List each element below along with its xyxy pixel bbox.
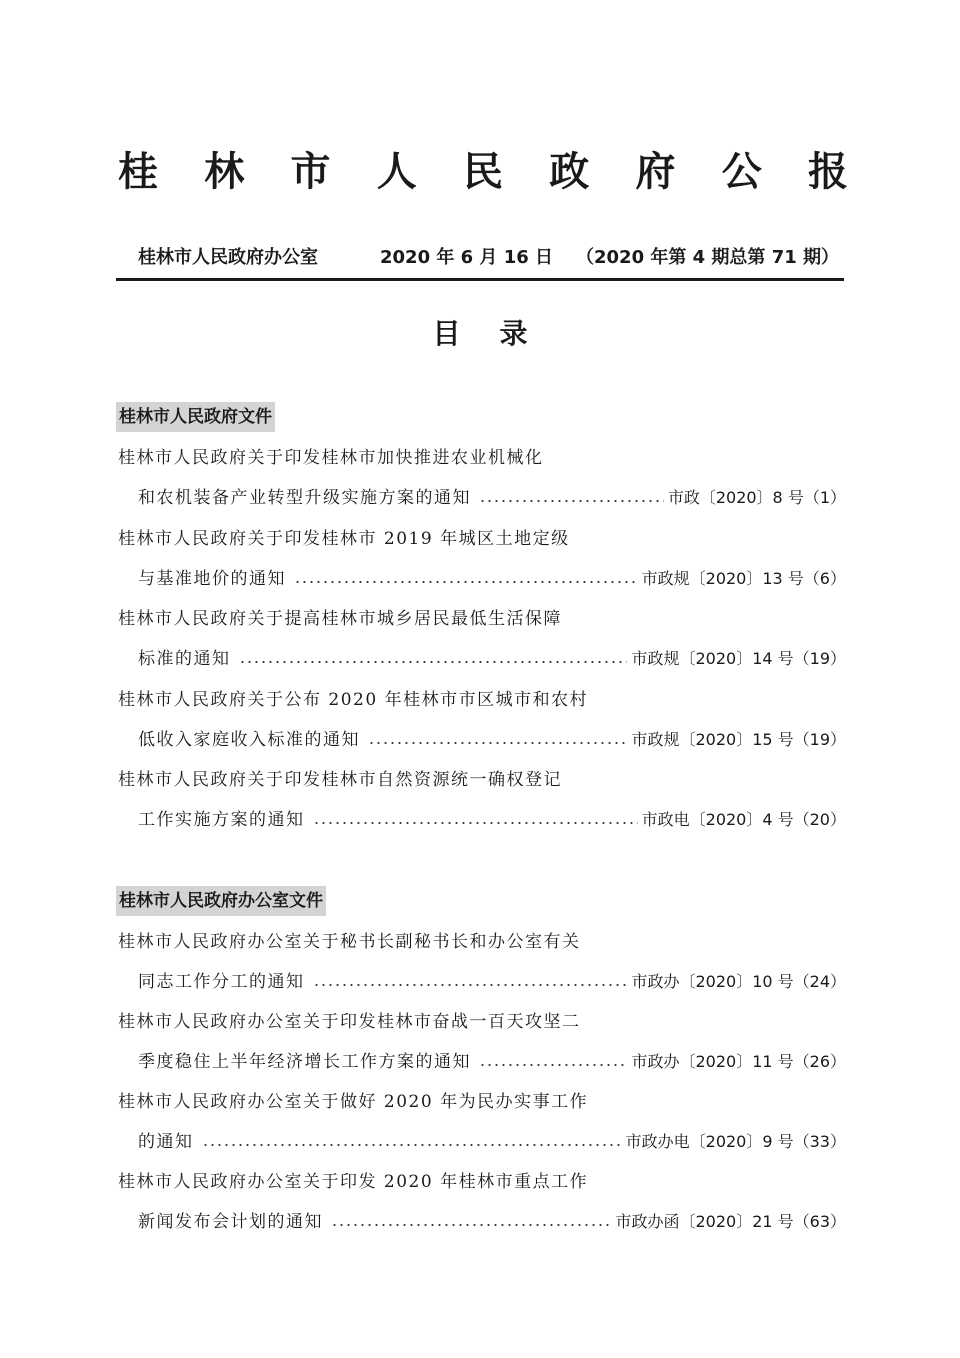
toc-entry-title-cont: 标准的通知	[138, 649, 231, 669]
toc-entry[interactable]	[138, 967, 846, 997]
toc-entry-title-cont: 工作实施方案的通知	[138, 810, 305, 830]
toc-entry-title[interactable]: 桂林市人民政府关于印发桂林市自然资源统一确权登记	[118, 770, 562, 790]
title-char: 府	[635, 148, 676, 195]
doc-reference: 市政〔2020〕8 号（1）	[667, 488, 846, 507]
toc-entry-title[interactable]: 桂林市人民政府关于印发桂林市 2019 年城区土地定级	[118, 529, 570, 549]
toc-entry-title-cont: 同志工作分工的通知	[138, 972, 305, 992]
leader-dots	[479, 500, 664, 502]
title-char: 公	[721, 148, 762, 195]
toc-entry-title-cont: 的通知	[138, 1132, 194, 1152]
doc-reference: 市政规〔2020〕14 号（19）	[631, 649, 846, 668]
toc-entry-title[interactable]: 桂林市人民政府关于印发桂林市加快推进农业机械化	[118, 448, 544, 468]
title-char: 民	[463, 148, 503, 195]
leader-dots	[368, 742, 627, 744]
toc-entry-title-cont: 新闻发布会计划的通知	[138, 1212, 323, 1232]
toc-entry-title-cont: 和农机装备产业转型升级实施方案的通知	[138, 488, 471, 508]
doc-reference: 市政办电〔2020〕9 号（33）	[625, 1132, 846, 1151]
leader-dots	[313, 984, 628, 986]
title-char: 人	[376, 148, 417, 195]
issue-date: 2020 年 6 月 16 日	[380, 247, 554, 268]
toc-entry-title-cont: 低收入家庭收入标准的通知	[138, 730, 360, 750]
toc-entry[interactable]	[138, 644, 846, 674]
issue-number: （2020 年第 4 期总第 71 期）	[576, 247, 840, 268]
masthead-info	[118, 238, 844, 278]
toc-entry[interactable]	[138, 564, 846, 594]
toc-entry[interactable]	[138, 483, 846, 513]
toc-entry-title-cont: 季度稳住上半年经济增长工作方案的通知	[138, 1052, 471, 1072]
doc-reference: 市政电〔2020〕4 号（20）	[641, 810, 846, 829]
title-char: 报	[808, 148, 848, 195]
leader-dots	[313, 822, 638, 824]
doc-reference: 市政办〔2020〕11 号（26）	[631, 1052, 846, 1071]
toc-entry[interactable]	[138, 1127, 846, 1157]
toc-entry-title[interactable]: 桂林市人民政府关于提高桂林市城乡居民最低生活保障	[118, 609, 562, 629]
toc-entry[interactable]	[138, 805, 846, 835]
title-char: 市	[290, 148, 331, 195]
leader-dots	[294, 581, 638, 583]
section-label-office-documents: 桂林市人民政府办公室文件	[116, 886, 326, 916]
publisher: 桂林市人民政府办公室	[138, 247, 318, 268]
toc-entry[interactable]	[138, 1207, 846, 1237]
leader-dots	[331, 1224, 611, 1226]
title-char: 政	[549, 148, 590, 195]
toc-entry-title[interactable]: 桂林市人民政府办公室关于秘书长副秘书长和办公室有关	[118, 932, 581, 952]
toc-entry-title-cont: 与基准地价的通知	[138, 569, 286, 589]
masthead-rule	[116, 278, 844, 281]
toc-entry-title[interactable]: 桂林市人民政府办公室关于印发 2020 年桂林市重点工作	[118, 1172, 589, 1192]
toc-entry[interactable]	[138, 1047, 846, 1077]
toc-entry-title[interactable]: 桂林市人民政府办公室关于做好 2020 年为民办实事工作	[118, 1092, 589, 1112]
section-label-government-documents: 桂林市人民政府文件	[116, 402, 275, 432]
leader-dots	[479, 1064, 627, 1066]
title-char: 桂	[118, 148, 158, 195]
toc-heading: 目 录	[432, 317, 528, 350]
doc-reference: 市政办函〔2020〕21 号（63）	[615, 1212, 846, 1231]
toc-entry-title[interactable]: 桂林市人民政府关于公布 2020 年桂林市市区城市和农村	[118, 690, 589, 710]
leader-dots	[239, 661, 628, 663]
doc-reference: 市政办〔2020〕10 号（24）	[631, 972, 846, 991]
doc-reference: 市政规〔2020〕13 号（6）	[641, 569, 846, 588]
toc-entry[interactable]	[138, 725, 846, 755]
leader-dots	[202, 1144, 622, 1146]
bulletin-title	[118, 142, 848, 202]
toc-entry-title[interactable]: 桂林市人民政府办公室关于印发桂林市奋战一百天攻坚二	[118, 1012, 581, 1032]
title-char: 林	[204, 148, 245, 195]
doc-reference: 市政规〔2020〕15 号（19）	[631, 730, 846, 749]
